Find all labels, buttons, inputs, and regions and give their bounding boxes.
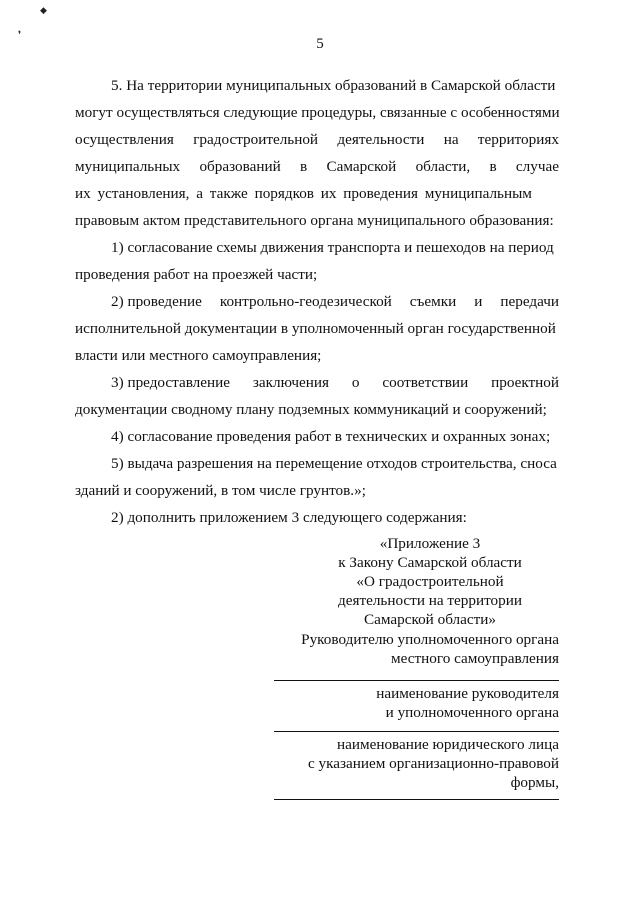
word: передачи <box>500 293 559 310</box>
word: контрольно-геодезической <box>219 293 392 310</box>
appendix-heading-line: «Приложение 3 <box>379 535 481 552</box>
word: муниципальных <box>75 158 181 175</box>
legal-caption-line-3: формы, <box>510 774 559 791</box>
appendix-heading-line: деятельности на территории <box>338 592 522 609</box>
legal-caption-line-2: с указанием организационно-правовой <box>308 755 559 772</box>
add-appendix-instruction: 2) дополнить приложением 3 следующего содержания: <box>111 509 467 526</box>
page-number: 5 <box>316 36 324 52</box>
word: заключения <box>252 374 329 391</box>
signature-line-head <box>274 680 559 681</box>
paragraph-5-line-6: правовым актом представительного органа муниципального образования: <box>75 212 554 229</box>
word: 3) предоставление <box>111 374 231 391</box>
word: в <box>300 158 308 175</box>
item-5-line-1: 5) выдача разрешения на перемещение отходов строительства, сноса <box>111 455 557 472</box>
item-3-line-2: документации сводному плану подземных коммуникаций и сооружений; <box>75 401 547 418</box>
item-2-line-2: исполнительной документации в уполномоченный орган государственной <box>75 320 556 337</box>
appendix-heading-line: Самарской области» <box>364 611 496 628</box>
word: деятельности <box>337 131 425 148</box>
item-1-line-1: 1) согласование схемы движения транспорта и пешеходов на период <box>111 239 554 256</box>
legal-caption-line-1: наименование юридического лица <box>336 736 559 753</box>
word: о <box>351 374 360 391</box>
paragraph-5-line-3 <box>75 130 559 149</box>
appendix-heading <box>330 534 530 629</box>
word: 2) проведение <box>111 293 202 310</box>
appendix-heading-line: к Закону Самарской области <box>338 554 522 571</box>
word: в <box>489 158 497 175</box>
item-2-line-3: власти или местного самоуправления; <box>75 347 322 364</box>
paragraph-5-line-4 <box>75 157 559 176</box>
word: проектной <box>491 374 559 391</box>
item-3-line-1 <box>111 373 559 392</box>
word: случае <box>515 158 559 175</box>
word: осуществления <box>75 131 174 148</box>
word: съемки <box>409 293 457 310</box>
addressee-line-1: Руководителю уполномоченного органа <box>301 631 559 648</box>
scan-tick-mark: ❜ <box>18 30 22 41</box>
addressee-line-2: местного самоуправления <box>391 650 559 667</box>
paragraph-5-line-5: их установления, а также порядков их проведения муниципальным <box>75 185 532 202</box>
word: градостроительной <box>193 131 319 148</box>
word: области, <box>415 158 471 175</box>
signature-line-legal <box>274 731 559 732</box>
head-caption-line-2: и уполномоченного органа <box>385 704 559 721</box>
item-1-line-2: проведения работ на проезжей части; <box>75 266 318 283</box>
head-caption-line-1: наименование руководителя <box>376 685 559 702</box>
item-4-line-1: 4) согласование проведения работ в технических и охранных зонах; <box>111 428 551 445</box>
word: и <box>474 293 483 310</box>
word: соответствии <box>382 374 469 391</box>
paragraph-5-line-2: могут осуществляться следующие процедуры, связанные с особенностями <box>75 104 560 121</box>
paragraph-5-line-1: 5. На территории муниципальных образований в Самарской области <box>111 77 556 94</box>
signature-line-bottom <box>274 799 559 800</box>
item-5-line-2: зданий и сооружений, в том числе грунтов.»; <box>75 482 366 499</box>
appendix-heading-line: «О градостроительной <box>356 573 504 590</box>
item-2-line-1 <box>111 292 559 311</box>
scan-speck-mark: ◆ <box>40 6 47 16</box>
word: на <box>443 131 459 148</box>
word: образований <box>199 158 281 175</box>
word: территориях <box>477 131 559 148</box>
word: Самарской <box>326 158 397 175</box>
